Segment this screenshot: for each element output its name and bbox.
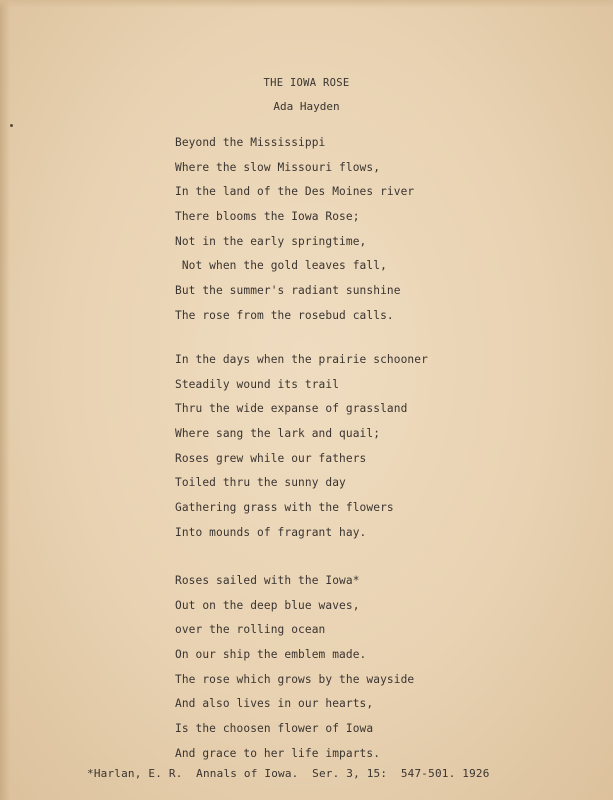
poem-line: There blooms the Iowa Rose;	[175, 210, 360, 224]
poem-line: Steadily wound its trail	[175, 377, 340, 391]
poem-title: THE IOWA ROSE	[263, 77, 350, 89]
poem-line: But the summer's radiant sunshine	[175, 284, 401, 298]
poem-line: over the rolling ocean	[175, 623, 326, 637]
poem-line: And also lives in our hearts,	[175, 697, 374, 711]
poem-author: Ada Hayden	[273, 100, 340, 113]
stanza-3	[175, 572, 414, 770]
poem-line: Not in the early springtime,	[175, 234, 367, 248]
paper-top-shadow	[0, 0, 613, 8]
poem-line: In the land of the Des Moines river	[175, 185, 415, 199]
poem-line: Gathering grass with the flowers	[175, 501, 394, 515]
poem-line: Is the choosen flower of Iowa	[175, 722, 374, 736]
poem-line: The rose which grows by the wayside	[175, 672, 415, 686]
poem-line: In the days when the prairie schooner	[175, 353, 428, 366]
poem-line: The rose from the rosebud calls.	[175, 308, 394, 322]
paper-edge-shadow	[0, 0, 10, 800]
stanza-1	[175, 134, 414, 332]
poem-line: Where the slow Missouri flows,	[175, 160, 381, 174]
poem-line: Roses sailed with the Iowa*	[175, 574, 360, 587]
poem-line: Where sang the lark and quail;	[175, 427, 381, 441]
ink-speck	[10, 124, 13, 127]
poem-line: And grace to her life imparts.	[175, 746, 381, 760]
poem-line: Out on the deep blue waves,	[175, 598, 360, 612]
poem-line: Beyond the Mississippi	[175, 136, 326, 149]
citation-footnote: *Harlan, E. R. Annals of Iowa. Ser. 3, 15: 547-501. 1926	[87, 767, 490, 780]
poem-line: Not when the gold leaves fall,	[175, 259, 387, 273]
poem-line: Toiled thru the sunny day	[175, 476, 346, 490]
poem-line: Into mounds of fragrant hay.	[175, 525, 367, 539]
stanza-2	[175, 351, 428, 549]
poem-line: Thru the wide expanse of grassland	[175, 402, 408, 416]
poem-line: Roses grew while our fathers	[175, 451, 367, 465]
poem-line: On our ship the emblem made.	[175, 648, 367, 662]
